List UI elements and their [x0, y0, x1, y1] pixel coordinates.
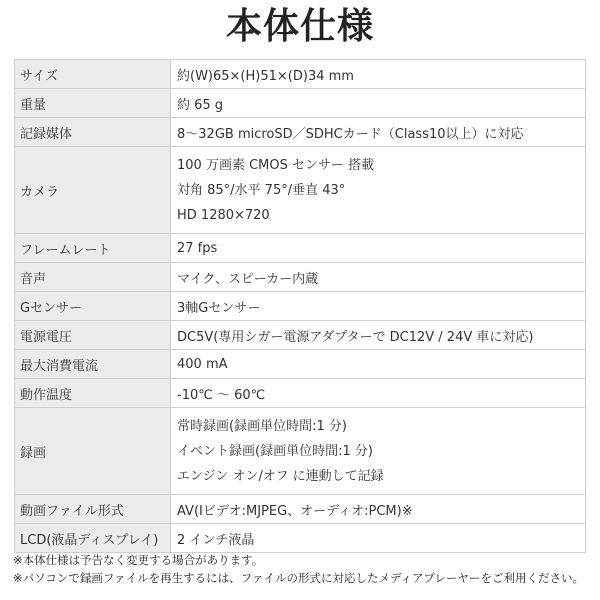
spec-row-recording [15, 408, 586, 495]
spec-label: 動作温度 [15, 379, 171, 408]
spec-row-current [15, 350, 586, 379]
spec-value: 約(W)65×(H)51×(D)34 mm [171, 60, 586, 89]
spec-value: 3軸Gセンサー [171, 292, 586, 321]
spec-value [171, 147, 586, 234]
spec-value: 27 fps [171, 234, 586, 263]
spec-label: 記録媒体 [15, 118, 171, 147]
spec-value: 400 mA [171, 350, 586, 379]
spec-row-video-format [15, 495, 586, 524]
spec-label: 録画 [15, 408, 171, 495]
spec-label: サイズ [15, 60, 171, 89]
spec-label: 電源電圧 [15, 321, 171, 350]
spec-row-camera [15, 147, 586, 234]
spec-value: 約 65 g [171, 89, 586, 118]
spec-label: Gセンサー [15, 292, 171, 321]
spec-value-line: HD 1280×720 [177, 207, 270, 223]
footnote: ※パソコンで録画ファイルを再生するには、ファイルの形式に対応したメディアプレーヤーをご利用ください。 [13, 571, 585, 585]
spec-label: フレームレート [15, 234, 171, 263]
footnote: ※本体仕様は予告なく変更する場合があります。 [13, 553, 264, 567]
spec-row-weight [15, 89, 586, 118]
spec-value [171, 408, 586, 495]
spec-label: 音声 [15, 263, 171, 292]
spec-row-temperature [15, 379, 586, 408]
spec-value: 2 インチ液晶 [171, 524, 586, 553]
spec-value: DC5V(専用シガー電源アダプターで DC12V / 24V 車に対応) [171, 321, 586, 350]
spec-value-line: イベント録画(録画単位時間:1 分) [177, 443, 373, 459]
spec-value: AV(Iビデオ:MJPEG、オーディオ:PCM)※ [171, 495, 586, 524]
spec-row-lcd [15, 524, 586, 553]
spec-table [14, 59, 586, 553]
spec-label: カメラ [15, 147, 171, 234]
spec-label: 重量 [15, 89, 171, 118]
spec-label: LCD(液晶ディスプレイ) [15, 524, 171, 553]
page-title: 本体仕様 [225, 6, 374, 47]
spec-value-line: 対角 85°/水平 75°/垂直 43° [177, 182, 346, 198]
spec-value-line: エンジン オン/オフ に連動して記録 [177, 468, 384, 484]
spec-row-framerate [15, 234, 586, 263]
spec-value: -10℃ ～ 60℃ [171, 379, 586, 408]
spec-value: マイク、スピーカー内蔵 [171, 263, 586, 292]
spec-row-gsensor [15, 292, 586, 321]
spec-label: 最大消費電流 [15, 350, 171, 379]
spec-value-line: 100 万画素 CMOS センサー 搭載 [177, 157, 375, 173]
spec-value-line: 常時録画(録画単位時間:1 分) [177, 418, 347, 434]
spec-value: 8～32GB microSD／SDHCカード（Class10以上）に対応 [171, 118, 586, 147]
spec-row-media [15, 118, 586, 147]
spec-row-voltage [15, 321, 586, 350]
spec-label: 動画ファイル形式 [15, 495, 171, 524]
spec-row-audio [15, 263, 586, 292]
footnotes [13, 551, 584, 587]
spec-row-size [15, 60, 586, 89]
